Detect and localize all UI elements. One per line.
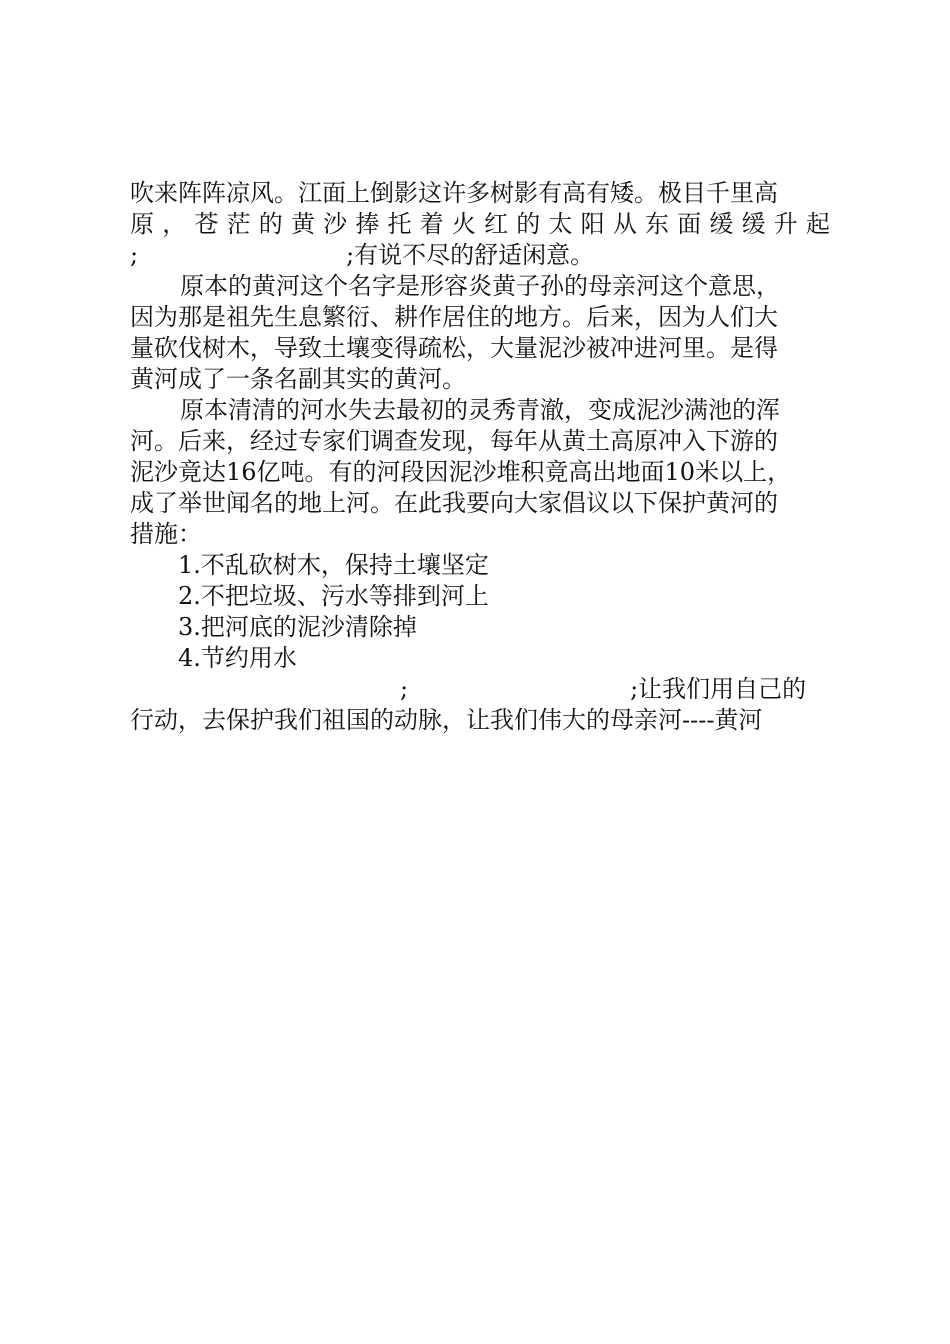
paragraph-1-line-2-char: 东 (645, 210, 669, 238)
paragraph-3-line-5: 措施： (130, 520, 202, 548)
paragraph-1-line-2-char: 面 (677, 210, 702, 238)
paragraph-1-line-1: 吹来阵阵凉风。江面上倒影这许多树影有高有矮。极目千里高 (130, 179, 778, 207)
measure-item-3: 3.把河底的泥沙清除掉 (178, 613, 417, 641)
measure-item-4: 4.节约用水 (178, 644, 297, 672)
paragraph-1-line-2-char: 起 (805, 210, 830, 238)
closing-line-1 (130, 674, 830, 705)
paragraph-1-line-2-char: 从 (612, 210, 637, 238)
closing-line-1-text: ;让我们用自己的 (630, 675, 807, 703)
paragraph-1-line-2-char: 托 (387, 210, 412, 238)
paragraph-2-line-2: 因为那是祖先生息繁衍、耕作居住的地方。后来，因为人们大 (130, 303, 778, 331)
paragraph-1-line-2-char: 黄 (290, 210, 315, 238)
paragraph-1-line-2-char: 原 (130, 210, 154, 238)
paragraph-1-line-2-char: 捧 (355, 210, 380, 238)
paragraph-3-line-3: 泥沙竟达16亿吨。有的河段因泥沙堆积竟高出地面10米以上， (130, 458, 792, 486)
paragraph-1-line-2-char: 升 (773, 210, 798, 238)
paragraph-1-line-2-char: 阳 (580, 210, 605, 238)
paragraph-1-line-2-char: 火 (451, 210, 476, 238)
paragraph-1-line-2-char: 太 (548, 210, 573, 238)
paragraph-1-line-3 (130, 240, 830, 271)
paragraph-1-line-2-char: 的 (516, 210, 541, 238)
paragraph-3-line-1: 原本清清的河水失去最初的灵秀青澈，变成泥沙满池的浑 (180, 396, 780, 424)
paragraph-2-line-4: 黄河成了一条名副其实的黄河。 (130, 365, 466, 393)
semicolon-mark: ; (400, 675, 409, 703)
paragraph-3-line-2: 河。后来，经过专家们调查发现，每年从黄土高原冲入下游的 (130, 427, 778, 455)
paragraph-2-line-3: 量砍伐树木，导致土壤变得疏松，大量泥沙被冲进河里。是得 (130, 334, 778, 362)
paragraph-1-line-2-char: 茫 (226, 210, 251, 238)
semicolon-mark: ; (130, 241, 139, 269)
measure-item-1: 1.不乱砍树木，保持土壤坚定 (178, 551, 489, 579)
paragraph-3-line-4: 成了举世闻名的地上河。在此我要向大家倡议以下保护黄河的 (130, 489, 778, 517)
paragraph-1-line-2 (130, 209, 830, 240)
paragraph-1-line-2-char: 缓 (741, 210, 766, 238)
paragraph-1-line-2-char: 红 (484, 210, 509, 238)
closing-line-2: 行动，去保护我们祖国的动脉，让我们伟大的母亲河----黄河 (130, 706, 763, 734)
paragraph-1-line-2-char: 着 (419, 210, 444, 238)
paragraph-1-line-2-char: 缓 (709, 210, 734, 238)
paragraph-1-line-2-char: 沙 (323, 210, 348, 238)
measure-item-2: 2.不把垃圾、污水等排到河上 (178, 582, 489, 610)
paragraph-1-line-2-char: ， (162, 210, 187, 238)
paragraph-1-line-3-text: ;有说不尽的舒适闲意。 (346, 241, 595, 269)
paragraph-1-line-2-char: 的 (258, 210, 283, 238)
paragraph-2-line-1: 原本的黄河这个名字是形容炎黄子孙的母亲河这个意思， (180, 272, 780, 300)
document-body (130, 178, 830, 736)
paragraph-1-line-2-char: 苍 (194, 210, 219, 238)
